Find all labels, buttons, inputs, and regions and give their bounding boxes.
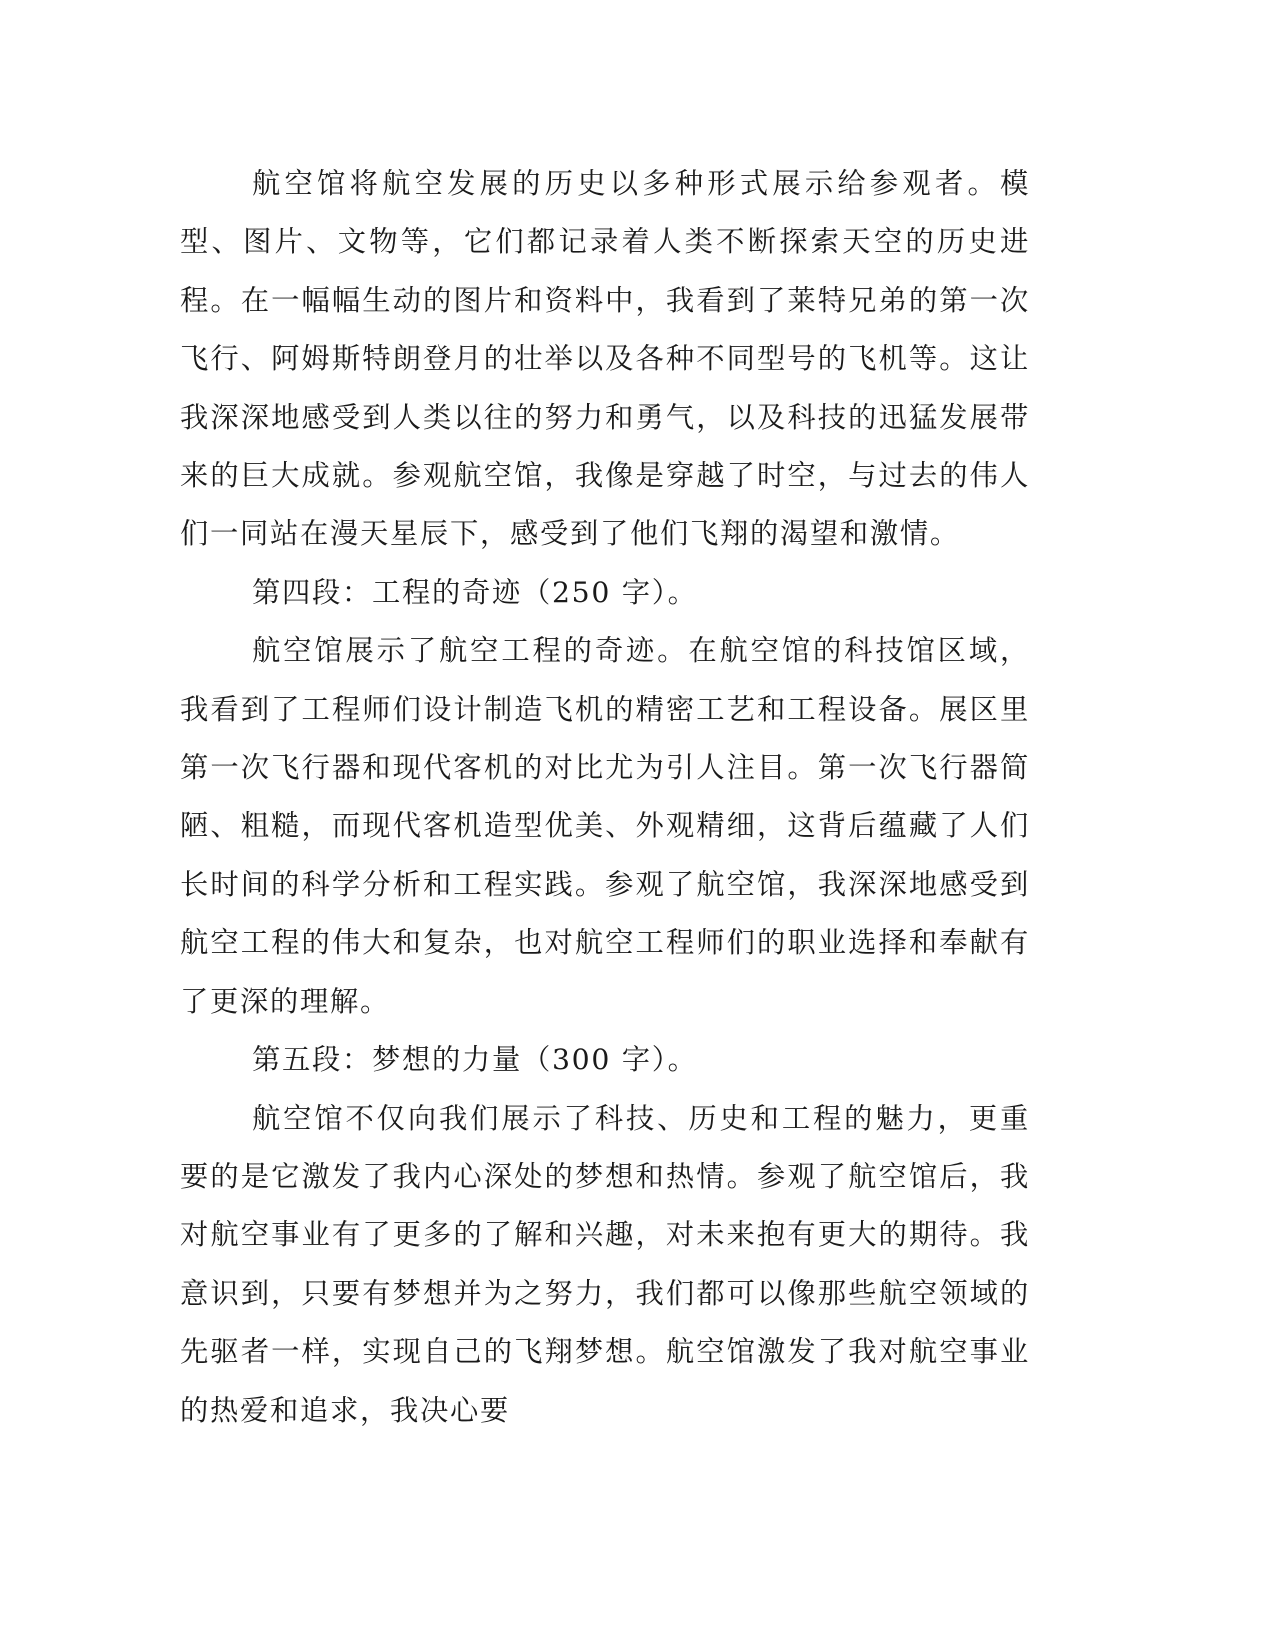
paragraph-history-exhibits: 航空馆将航空发展的历史以多种形式展示给参观者。模型、图片、文物等，它们都记录着人类不断探索天空的历史进程。在一幅幅生动的图片和资料中，我看到了莱特兄弟的第一次飞行、阿姆斯特朗登月的壮举以及各种不同型号的飞机等。这让我深深地感受到人类以往的努力和勇气，以及科技的迅猛发展带来的巨大成就。参观航空馆，我像是穿越了时空，与过去的伟人们一同站在漫天星辰下，感受到了他们飞翔的渴望和激情。 <box>180 167 1030 551</box>
paragraph-power-of-dreams: 航空馆不仅向我们展示了科技、历史和工程的魅力，更重要的是它激发了我内心深处的梦想和热情。参观了航空馆后，我对航空事业有了更多的了解和兴趣，对未来抱有更大的期待。我意识到，只要有梦想并为之努力，我们都可以像那些航空领域的先驱者一样，实现自己的飞翔梦想。航空馆激发了我对航空事业的热爱和追求，我决心要 <box>180 1101 1030 1427</box>
paragraph-engineering-marvels: 航空馆展示了航空工程的奇迹。在航空馆的科技馆区域，我看到了工程师们设计制造飞机的精密工艺和工程设备。展区里第一次飞行器和现代客机的对比尤为引人注目。第一次飞行器简陋、粗糙，而现代客机造型优美、外观精细，这背后蕴藏了人们长时间的科学分析和工程实践。参观了航空馆，我深深地感受到航空工程的伟大和复杂，也对航空工程师们的职业选择和奉献有了更深的理解。 <box>180 634 1030 1018</box>
section-heading-dreams: 第五段：梦想的力量（300 字）。 <box>252 1043 698 1077</box>
section-heading-engineering: 第四段：工程的奇迹（250 字）。 <box>252 575 698 609</box>
document-body <box>180 155 1030 1440</box>
